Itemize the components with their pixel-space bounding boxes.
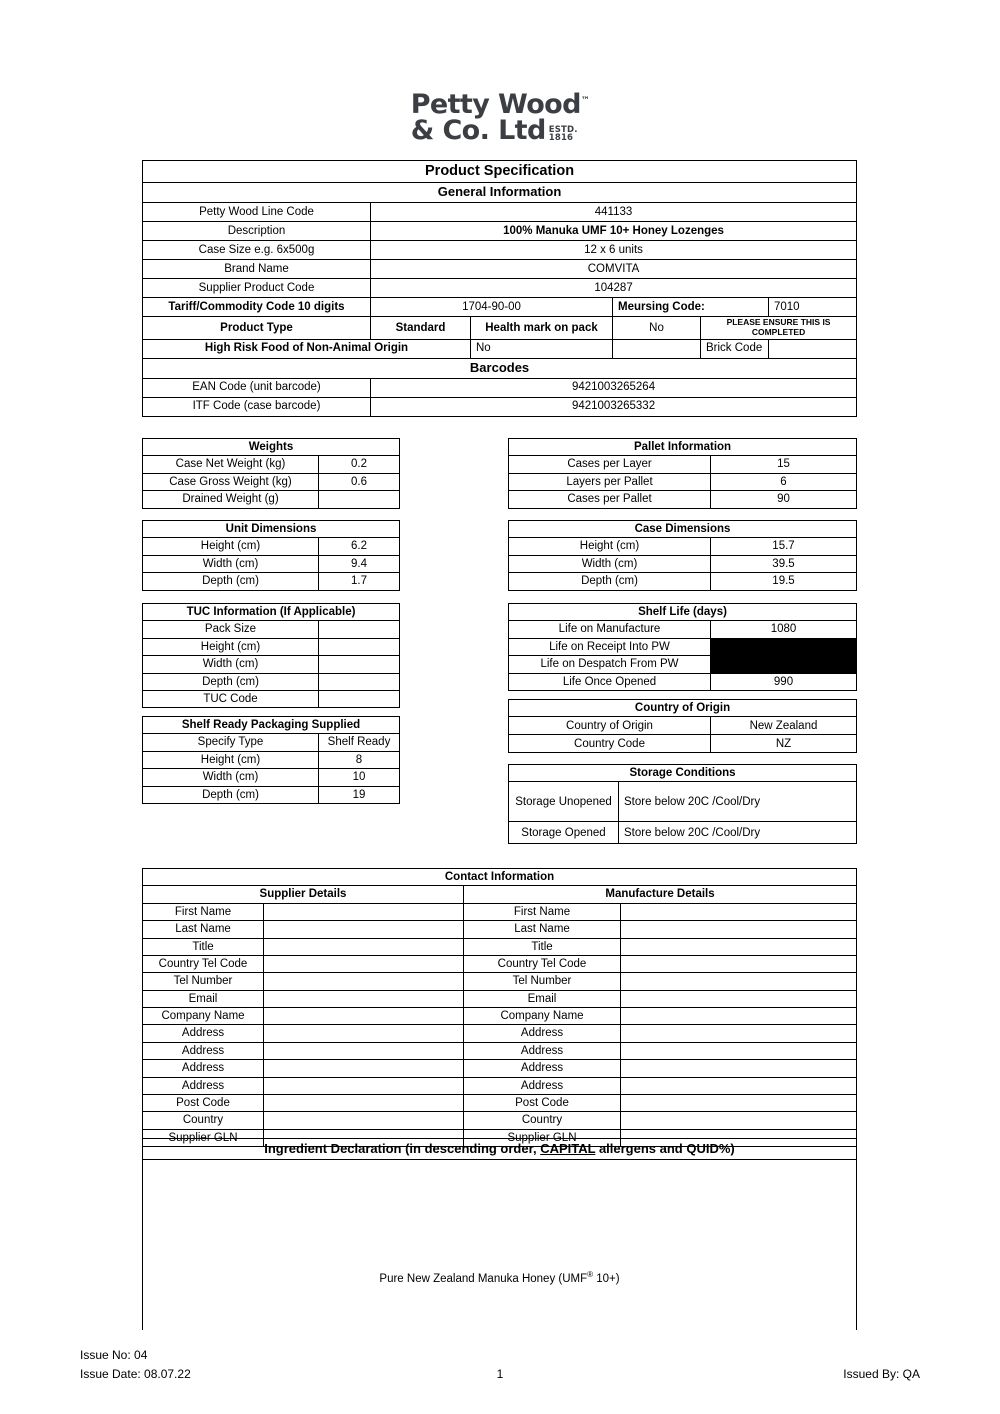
life-on-receipt-value-redacted [711,638,857,655]
country-of-origin-label: Country of Origin [509,717,711,735]
unit-width-value: 9.4 [319,555,400,572]
supplier-first-name-label: First Name [143,903,264,920]
supplier-address-3-label: Address [143,1060,264,1077]
itf-code-value: 9421003265332 [371,397,857,416]
manufacture-first-name-label: First Name [464,903,621,920]
table-row [143,1042,857,1059]
logo-estd-line2: 1816 [548,133,574,144]
life-on-manufacture-label: Life on Manufacture [509,621,711,638]
high-risk-value: No [471,339,613,358]
manufacture-email-label: Email [464,990,621,1007]
tariff-code-value: 1704-90-00 [371,298,613,317]
tuc-header: TUC Information (If Applicable) [143,604,400,621]
tuc-depth-value [319,673,400,690]
itf-code-label: ITF Code (case barcode) [143,397,371,416]
table-row [143,456,400,473]
manufacture-first-name-field[interactable] [621,903,857,920]
unit-depth-value: 1.7 [319,573,400,590]
health-mark-value: No [613,317,701,340]
ingredient-header-capital: CAPITAL [540,1140,596,1156]
case-dimensions-header: Case Dimensions [509,521,857,538]
specify-type-label: Specify Type [143,734,319,751]
supplier-country-field[interactable] [264,1112,464,1129]
table-row [143,573,400,590]
table-row-barcodes-section [143,358,857,378]
case-gross-weight-label: Case Gross Weight (kg) [143,473,319,490]
health-mark-label: Health mark on pack [471,317,613,340]
table-row-header [143,869,857,886]
logo-estd-line1: ESTD. [548,124,578,135]
country-of-origin-table [508,699,857,753]
tuc-width-value [319,656,400,673]
ingredient-header-part1: Ingredient Declaration (in descending order, [264,1140,541,1156]
ean-code-label: EAN Code (unit barcode) [143,378,371,397]
table-row-header [509,700,857,717]
unit-dimensions-header: Unit Dimensions [143,521,400,538]
tuc-height-label: Height (cm) [143,638,319,655]
table-row [509,491,857,508]
table-row [143,990,857,1007]
high-risk-spare-cell [613,339,701,358]
page-footer [80,1348,920,1386]
unit-height-value: 6.2 [319,538,400,555]
tuc-pack-size-label: Pack Size [143,621,319,638]
logo-line-1-text: Petty Wood [410,89,581,120]
supplier-address-4-field[interactable] [264,1077,464,1094]
supplier-details-header: Supplier Details [143,886,464,903]
ingredient-declaration-body[interactable] [143,1160,857,1330]
supplier-company-name-field[interactable] [264,1008,464,1025]
case-gross-weight-value: 0.6 [319,473,400,490]
table-row [509,656,857,673]
table-row [143,491,400,508]
table-row-header [143,604,400,621]
supplier-first-name-field[interactable] [264,903,464,920]
country-of-origin-header: Country of Origin [509,700,857,717]
supplier-tel-number-field[interactable] [264,973,464,990]
case-height-value: 15.7 [711,538,857,555]
manufacture-country-tel-code-label: Country Tel Code [464,955,621,972]
storage-opened-label: Storage Opened [509,822,619,844]
supplier-country-tel-code-label: Country Tel Code [143,955,264,972]
pallet-information-table [508,438,857,509]
table-row [143,734,400,751]
supplier-address-1-label: Address [143,1025,264,1042]
issue-no: Issue No: 04 [80,1348,148,1362]
table-row [509,456,857,473]
tuc-depth-label: Depth (cm) [143,673,319,690]
manufacture-details-header: Manufacture Details [464,886,857,903]
shelf-ready-header: Shelf Ready Packaging Supplied [143,717,400,734]
manufacture-address-2-field[interactable] [621,1042,857,1059]
supplier-gln-label: Supplier GLN [143,1129,264,1146]
case-net-weight-label: Case Net Weight (kg) [143,456,319,473]
shelf-ready-packaging-table [142,716,400,804]
cases-per-layer-value: 15 [711,456,857,473]
manufacture-gln-label: Supplier GLN [464,1129,621,1146]
case-size-value: 12 x 6 units [371,241,857,260]
table-row-header [143,439,400,456]
case-width-label: Width (cm) [509,555,711,572]
product-type-label: Product Type [143,317,371,340]
table-row [143,621,400,638]
storage-conditions-table [508,764,857,844]
shelf-life-header: Shelf Life (days) [509,604,857,621]
unit-width-label: Width (cm) [143,555,319,572]
ingredient-text-before: Pure New Zealand Manuka Honey (UMF [379,1272,588,1285]
storage-opened-value: Store below 20C /Cool/Dry [619,822,857,844]
tuc-pack-size-value [319,621,400,638]
manufacture-post-code-label: Post Code [464,1094,621,1111]
layers-per-pallet-label: Layers per Pallet [509,473,711,490]
meursing-code-value: 7010 [769,298,857,317]
table-row [143,378,857,397]
manufacture-address-2-label: Address [464,1042,621,1059]
unit-depth-label: Depth (cm) [143,573,319,590]
case-depth-label: Depth (cm) [509,573,711,590]
supplier-address-2-label: Address [143,1042,264,1059]
table-row-header [143,1139,857,1160]
logo-line-2 [410,115,590,147]
table-row [143,656,400,673]
footer-row-2 [80,1367,920,1386]
drained-weight-label: Drained Weight (g) [143,491,319,508]
manufacture-last-name-label: Last Name [464,921,621,938]
table-row [509,538,857,555]
srp-depth-value: 19 [319,786,400,803]
table-row [143,1060,857,1077]
please-ensure-note: PLEASE ENSURE THIS IS COMPLETED [701,317,857,340]
case-dimensions-table [508,520,857,591]
srp-height-label: Height (cm) [143,751,319,768]
table-row [143,397,857,416]
supplier-address-1-field[interactable] [264,1025,464,1042]
life-on-despatch-value-redacted [711,656,857,673]
table-row [143,673,400,690]
unit-height-label: Height (cm) [143,538,319,555]
supplier-last-name-field[interactable] [264,921,464,938]
ean-code-value: 9421003265264 [371,378,857,397]
life-on-despatch-label: Life on Despatch From PW [509,656,711,673]
ingredient-text-after: 10+) [593,1272,620,1285]
weights-header: Weights [143,439,400,456]
srp-width-label: Width (cm) [143,769,319,786]
line-code-label: Petty Wood Line Code [143,203,371,222]
supplier-tel-number-label: Tel Number [143,973,264,990]
description-label: Description [143,222,371,241]
table-row [509,735,857,753]
case-size-label: Case Size e.g. 6x500g [143,241,371,260]
supplier-company-name-label: Company Name [143,1008,264,1025]
supplier-email-field[interactable] [264,990,464,1007]
life-on-receipt-label: Life on Receipt Into PW [509,638,711,655]
high-risk-label: High Risk Food of Non-Animal Origin [143,339,471,358]
supplier-address-3-field[interactable] [264,1060,464,1077]
cases-per-layer-label: Cases per Layer [509,456,711,473]
ingredient-header-part2: allergens and QUID%) [595,1140,735,1156]
supplier-country-label: Country [143,1112,264,1129]
ingredient-text [143,1270,856,1286]
table-row-product-type [143,317,857,340]
manufacture-title-field[interactable] [621,938,857,955]
table-row [143,921,857,938]
table-row-header [143,521,400,538]
table-row [143,260,857,279]
table-row [143,786,400,803]
table-row-subheader [143,886,857,903]
supplier-address-4-label: Address [143,1077,264,1094]
contact-information-table [142,868,857,1147]
cases-per-pallet-label: Cases per Pallet [509,491,711,508]
table-row [143,638,400,655]
table-row-header [509,604,857,621]
table-row [143,222,857,241]
table-row [509,473,857,490]
table-row [143,955,857,972]
contact-information-header: Contact Information [143,869,857,886]
manufacture-address-4-label: Address [464,1077,621,1094]
table-row [143,938,857,955]
unit-dimensions-table [142,520,400,591]
case-depth-value: 19.5 [711,573,857,590]
table-row-body [143,1160,857,1330]
table-row [143,555,400,572]
life-once-opened-value: 990 [711,673,857,690]
footer-row-1 [80,1348,920,1367]
table-row [509,638,857,655]
srp-depth-label: Depth (cm) [143,786,319,803]
manufacture-company-name-field[interactable] [621,1008,857,1025]
manufacture-title-label: Title [464,938,621,955]
table-row [143,690,400,707]
manufacture-address-4-field[interactable] [621,1077,857,1094]
supplier-country-tel-code-field[interactable] [264,955,464,972]
storage-unopened-label: Storage Unopened [509,782,619,822]
table-row [143,751,400,768]
table-row [509,673,857,690]
layers-per-pallet-value: 6 [711,473,857,490]
table-row-high-risk [143,339,857,358]
manufacture-tel-number-field[interactable] [621,973,857,990]
storage-conditions-header: Storage Conditions [509,765,857,782]
manufacture-address-3-field[interactable] [621,1060,857,1077]
weights-table [142,438,400,509]
logo-line-2-text: & Co. Ltd [410,115,546,147]
table-row-general-section [143,183,857,203]
brand-name-label: Brand Name [143,260,371,279]
table-row [143,973,857,990]
company-logo [0,89,1000,147]
manufacture-company-name-label: Company Name [464,1008,621,1025]
drained-weight-value [319,491,400,508]
manufacture-address-3-label: Address [464,1060,621,1077]
ingredient-declaration-table [142,1138,857,1330]
country-code-label: Country Code [509,735,711,753]
issued-by: Issued By: QA [843,1367,920,1381]
registered-trademark-icon: ® [587,1270,594,1279]
table-row [509,573,857,590]
tuc-height-value [319,638,400,655]
supplier-title-field[interactable] [264,938,464,955]
pallet-header: Pallet Information [509,439,857,456]
supplier-address-2-field[interactable] [264,1042,464,1059]
table-row [143,1112,857,1129]
table-row [143,203,857,222]
product-type-value: Standard [371,317,471,340]
manufacture-post-code-field[interactable] [621,1094,857,1111]
table-row [509,782,857,822]
logo-text-block [410,89,590,147]
ingredient-declaration-header [143,1139,857,1160]
manufacture-email-field[interactable] [621,990,857,1007]
table-row [143,538,400,555]
table-row-title [143,161,857,183]
brick-code-value [769,339,857,358]
table-row-header [509,439,857,456]
tuc-code-label: TUC Code [143,690,319,707]
supplier-product-code-label: Supplier Product Code [143,279,371,298]
table-row [143,1077,857,1094]
general-information-header: General Information [143,183,857,203]
brand-name-value: COMVITA [371,260,857,279]
table-row [143,279,857,298]
trademark-icon: ™ [580,96,590,106]
case-height-label: Height (cm) [509,538,711,555]
general-information-table [142,160,857,417]
table-row [509,822,857,844]
cases-per-pallet-value: 90 [711,491,857,508]
table-row-tariff [143,298,857,317]
table-row [509,555,857,572]
manufacture-address-1-label: Address [464,1025,621,1042]
supplier-product-code-value: 104287 [371,279,857,298]
table-row [509,621,857,638]
case-net-weight-value: 0.2 [319,456,400,473]
tuc-information-table [142,603,400,708]
srp-width-value: 10 [319,769,400,786]
manufacture-country-label: Country [464,1112,621,1129]
table-row [143,903,857,920]
life-once-opened-label: Life Once Opened [509,673,711,690]
case-width-value: 39.5 [711,555,857,572]
line-code-value: 441133 [371,203,857,222]
issue-date: Issue Date: 08.07.22 [80,1367,191,1381]
table-row-header [143,717,400,734]
table-row-header [509,765,857,782]
specify-type-value: Shelf Ready [319,734,400,751]
table-row [143,473,400,490]
manufacture-country-field[interactable] [621,1112,857,1129]
logo-estd-block [546,126,578,144]
supplier-title-label: Title [143,938,264,955]
tariff-code-label: Tariff/Commodity Code 10 digits [143,298,371,317]
table-row [143,1094,857,1111]
table-row [143,241,857,260]
table-row [143,1025,857,1042]
table-row [143,1008,857,1025]
life-on-manufacture-value: 1080 [711,621,857,638]
description-value: 100% Manuka UMF 10+ Honey Lozenges [371,222,857,241]
table-row [143,769,400,786]
country-code-value: NZ [711,735,857,753]
page-title: Product Specification [143,161,857,183]
supplier-last-name-label: Last Name [143,921,264,938]
supplier-post-code-field[interactable] [264,1094,464,1111]
manufacture-tel-number-label: Tel Number [464,973,621,990]
tuc-width-label: Width (cm) [143,656,319,673]
supplier-email-label: Email [143,990,264,1007]
meursing-code-label: Meursing Code: [613,298,769,317]
country-of-origin-value: New Zealand [711,717,857,735]
manufacture-address-1-field[interactable] [621,1025,857,1042]
supplier-post-code-label: Post Code [143,1094,264,1111]
barcodes-header: Barcodes [143,358,857,378]
tuc-code-value [319,690,400,707]
manufacture-last-name-field[interactable] [621,921,857,938]
brick-code-label: Brick Code [701,339,769,358]
srp-height-value: 8 [319,751,400,768]
table-row [509,717,857,735]
storage-unopened-value: Store below 20C /Cool/Dry [619,782,857,822]
page-number: 1 [496,1367,504,1381]
shelf-life-table [508,603,857,691]
manufacture-country-tel-code-field[interactable] [621,955,857,972]
table-row-header [509,521,857,538]
